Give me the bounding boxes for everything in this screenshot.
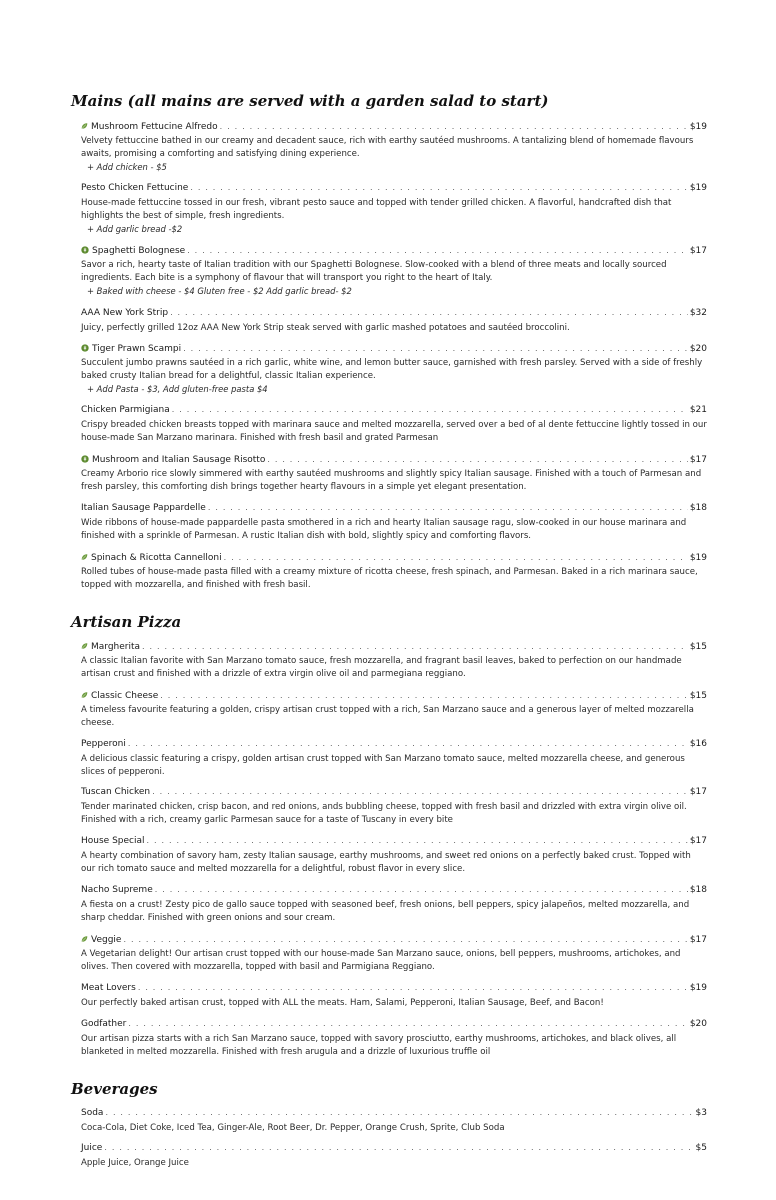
veg-leaf-icon	[81, 691, 88, 702]
item-price: $18	[689, 885, 707, 895]
item-addon: + Add garlic bread -$2	[87, 224, 183, 234]
item-name: Tuscan Chicken	[81, 787, 151, 797]
menu-item-pesto-chicken-fettucine	[81, 183, 707, 236]
leader-dots	[267, 455, 687, 464]
item-price: $15	[689, 642, 707, 652]
item-price: $17	[689, 836, 707, 846]
item-description: Crispy breaded chicken breasts topped with marinara sauce and melted mozzarella, served over a bed of al dente fettuccine lightly tossed in our house-made San Marzano marinara. Finished with fresh basil and grated Parmesan	[81, 420, 707, 443]
item-description: Succulent jumbo prawns sautéed in a rich garlic, white wine, and lemon butter sauce, garnished with fresh parsley. Served with a side of freshly baked crusty Italian bread for a delightful, classic Italian experience.	[81, 358, 703, 381]
menu-item-mushroom-fettucine-alfredo	[81, 121, 707, 174]
leader-dots	[190, 183, 687, 192]
menu-item-chicken-parmigiana	[81, 405, 707, 445]
pizza-section-title: Artisan Pizza	[71, 613, 182, 631]
item-name: Juice	[81, 1143, 103, 1153]
item-description: Juicy, perfectly grilled 12oz AAA New York Strip steak served with garlic mashed potatoes and sautéed broccolini.	[81, 323, 570, 333]
item-description: Creamy Arborio rice slowly simmered with earthy sautéed mushrooms and slightly spicy Italian sausage. Finished with a touch of Parmesan and fresh parsley, this comforting dish brings together hearty flavours in a simple yet elegant presentation.	[81, 469, 702, 492]
menu-item-classic-cheese	[81, 690, 707, 730]
item-price: $17	[689, 246, 707, 256]
menu-item-mushroom-sausage-risotto	[81, 454, 707, 494]
item-price: $17	[689, 935, 707, 945]
veg-leaf-icon	[81, 642, 88, 653]
item-price: $19	[689, 983, 707, 993]
item-name: Godfather	[81, 1019, 127, 1029]
item-name: Chicken Parmigiana	[81, 405, 170, 415]
item-description: Rolled tubes of house-made pasta filled with a creamy mixture of ricotta cheese, fresh spinach, and Parmesan. Baked in a rich marinara sauce, topped with mozzarella, and finished with fresh basil.	[81, 567, 698, 590]
item-price: $17	[689, 787, 707, 797]
item-description: A classic Italian favorite with San Marzano tomato sauce, fresh mozzarella, and fragrant basil leaves, baked to perfection on our handmade artisan crust and finished with a drizzle of extra virgin olive oil and parmegiana reggiano.	[81, 656, 682, 679]
item-name: Mushroom Fettucine Alfredo	[91, 122, 218, 132]
menu-item-aaa-new-york-strip	[81, 308, 707, 335]
item-price: $19	[689, 122, 707, 132]
veg-leaf-icon	[81, 122, 88, 133]
item-name: Margherita	[91, 642, 141, 652]
item-name: Tiger Prawn Scampi	[92, 344, 182, 354]
menu-item-margherita	[81, 641, 707, 681]
menu-item-juice	[81, 1143, 707, 1170]
item-price: $18	[689, 503, 707, 513]
item-description: A fiesta on a crust! Zesty pico de gallo sauce topped with seasoned beef, fresh onions, bell peppers, spicy jalapeños, melted mozzarella, and sharp cheddar. Finished with green onions and sour cream.	[81, 900, 690, 923]
beverages-section-title: Beverages	[71, 1080, 158, 1098]
leader-dots	[183, 344, 688, 353]
item-description: Tender marinated chicken, crisp bacon, and red onions, ands bubbling cheese, topped with fresh basil and drizzled with extra virgin olive oil. Finished with a rich, creamy garlic Parmesan sauce for a taste of Tuscany in every bite	[81, 802, 687, 825]
item-price: $15	[689, 691, 707, 701]
item-name: Spaghetti Bolognese	[92, 246, 186, 256]
item-name: Pesto Chicken Fettucine	[81, 183, 189, 193]
leader-dots	[172, 405, 688, 414]
item-description: A delicious classic featuring a crispy, golden artisan crust topped with San Marzano tomato sauce, melted mozzarella cheese, and generous slices of pepperoni.	[81, 754, 685, 777]
menu-item-spinach-ricotta-cannelloni	[81, 552, 707, 592]
gluten-free-icon	[81, 344, 89, 355]
menu-item-tiger-prawn-scampi	[81, 343, 707, 396]
leader-dots	[155, 885, 688, 894]
item-description: Coca-Cola, Diet Coke, Iced Tea, Ginger-Ale, Root Beer, Dr. Pepper, Orange Crush, Sprite, Club Soda	[81, 1123, 505, 1133]
item-name: House Special	[81, 836, 145, 846]
item-name: Nacho Supreme	[81, 885, 153, 895]
leader-dots	[138, 983, 688, 992]
item-addon: + Add chicken - $5	[87, 162, 167, 172]
leader-dots	[160, 691, 688, 700]
mains-section-title: Mains (all mains are served with a garden salad to start)	[71, 92, 549, 110]
item-name: AAA New York Strip	[81, 308, 169, 318]
item-description: Our perfectly baked artisan crust, topped with ALL the meats. Ham, Salami, Pepperoni, Italian Sausage, Beef, and Bacon!	[81, 998, 604, 1008]
menu-item-soda	[81, 1108, 707, 1135]
menu-item-godfather	[81, 1019, 707, 1059]
leader-dots	[152, 787, 688, 796]
item-price: $3	[695, 1108, 707, 1118]
gluten-free-icon	[81, 246, 89, 257]
menu-item-meat-lovers	[81, 983, 707, 1010]
leader-dots	[105, 1108, 693, 1117]
leader-dots	[187, 246, 688, 255]
item-addon: + Baked with cheese - $4 Gluten free - $2 Add garlic bread- $2	[87, 286, 352, 296]
leader-dots	[104, 1143, 693, 1152]
leader-dots	[147, 836, 688, 845]
item-price: $32	[689, 308, 707, 318]
item-description: House-made fettuccine tossed in our fresh, vibrant pesto sauce and topped with tender grilled chicken. A flavorful, handcrafted dish that highlights the best of simple, fresh ingredients.	[81, 198, 672, 221]
item-name: Pepperoni	[81, 739, 126, 749]
item-description: Our artisan pizza starts with a rich San Marzano sauce, topped with savory prosciutto, earthy mushrooms, artichokes, and black olives, all blanketed in melted mozzarella. Finished with fresh arugula and a drizzle of luxurious truffle oil	[81, 1034, 677, 1057]
veg-leaf-icon	[81, 935, 88, 946]
menu-item-nacho-supreme	[81, 885, 707, 925]
item-price: $20	[689, 344, 707, 354]
item-name: Italian Sausage Pappardelle	[81, 503, 206, 513]
leader-dots	[142, 642, 688, 651]
item-name: Soda	[81, 1108, 104, 1118]
item-addon: + Add Pasta - $3, Add gluten-free pasta $4	[87, 384, 268, 394]
item-name: Meat Lovers	[81, 983, 136, 993]
menu-item-spaghetti-bolognese	[81, 245, 707, 298]
item-price: $5	[695, 1143, 707, 1153]
item-description: A Vegetarian delight! Our artisan crust topped with our house-made San Marzano sauce, onions, bell peppers, mushrooms, artichokes, and olives. Then covered with mozzarella, topped with basil and Parmigiana Reggiano.	[81, 949, 681, 972]
menu-item-tuscan-chicken	[81, 787, 707, 827]
item-name: Veggie	[91, 935, 122, 945]
item-price: $19	[689, 183, 707, 193]
item-description: A hearty combination of savory ham, zesty Italian sausage, earthy mushrooms, and sweet red onions on a perfectly baked crust. Topped with our rich tomato sauce and melted mozzarella for a delightful, robust flavor in every slice.	[81, 851, 691, 874]
gluten-free-icon	[81, 455, 89, 466]
leader-dots	[128, 739, 688, 748]
veg-leaf-icon	[81, 553, 88, 564]
menu-item-pepperoni	[81, 739, 707, 779]
menu-item-house-special	[81, 836, 707, 876]
item-price: $19	[689, 553, 707, 563]
leader-dots	[128, 1019, 687, 1028]
item-price: $16	[689, 739, 707, 749]
item-name: Classic Cheese	[91, 691, 159, 701]
item-price: $20	[689, 1019, 707, 1029]
item-description: A timeless favourite featuring a golden, crispy artisan crust topped with a rich, San Marzano sauce and a generous layer of melted mozzarella cheese.	[81, 705, 694, 728]
leader-dots	[170, 308, 688, 317]
item-description: Apple Juice, Orange Juice	[81, 1158, 189, 1168]
item-price: $17	[689, 455, 707, 465]
leader-dots	[220, 122, 688, 131]
item-price: $21	[689, 405, 707, 415]
item-description: Wide ribbons of house-made pappardelle pasta smothered in a rich and hearty Italian sausage ragu, slow-cooked in our house marinara and finished with a sprinkle of Parmesan. A rustic Italian dish with bold, slightly spicy and comforting flavors.	[81, 518, 687, 541]
menu-item-veggie	[81, 934, 707, 974]
item-name: Spinach & Ricotta Cannelloni	[91, 553, 222, 563]
leader-dots	[208, 503, 688, 512]
menu-item-italian-sausage-pappardelle	[81, 503, 707, 543]
leader-dots	[123, 935, 687, 944]
leader-dots	[224, 553, 688, 562]
item-description: Velvety fettuccine bathed in our creamy and decadent sauce, rich with earthy sautéed mushrooms. A tantalizing blend of homemade flavours awaits, promising a comforting and satisfying dining experience.	[81, 136, 694, 159]
item-description: Savor a rich, hearty taste of Italian tradition with our Spaghetti Bolognese. Slow-cooked with a blend of three meats and locally sourced ingredients. Each bite is a symphony of flavour that will transport you right to the heart of Italy.	[81, 260, 667, 283]
item-name: Mushroom and Italian Sausage Risotto	[92, 455, 266, 465]
